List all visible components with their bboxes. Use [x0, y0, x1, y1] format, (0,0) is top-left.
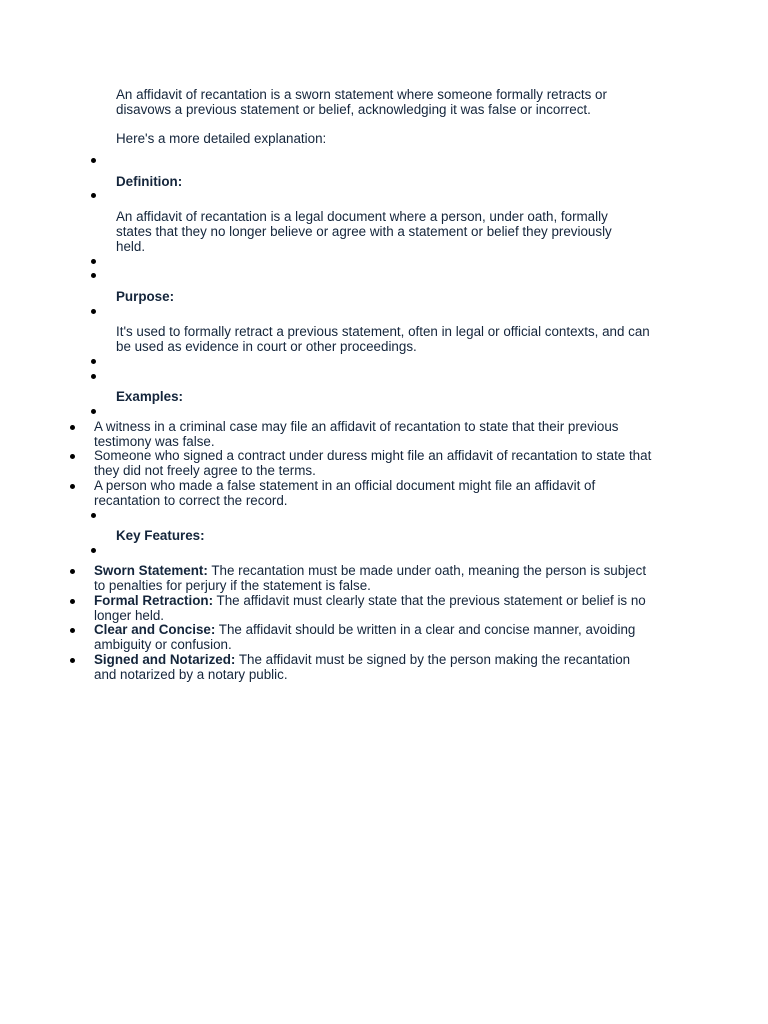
bullet-marker: [70, 484, 76, 490]
definition-text: An affidavit of recantation is a legal document where a person, under oath, formally states that they no longer believe or agree with a statement or belief they previously held.: [116, 209, 612, 254]
bullet-marker: [70, 454, 76, 460]
feature-item: [94, 593, 654, 623]
bullet-marker: [91, 273, 97, 279]
purpose-text: It's used to formally retract a previous statement, often in legal or official contexts, and can be used as evidence in court or other proceedings.: [116, 324, 650, 354]
examples-heading: Examples:: [116, 389, 183, 404]
lead-paragraph: Here's a more detailed explanation:: [116, 131, 327, 146]
bullet-marker: [91, 193, 97, 199]
feature-item: [94, 652, 654, 682]
example-item: A person who made a false statement in an official document might file an affidavit of recantation to correct the record.: [94, 478, 596, 508]
feature-text: The affidavit should be written in a clear and concise manner, avoiding ambiguity or confusion.: [94, 622, 636, 652]
bullet-marker: [70, 658, 76, 664]
feature-text: The affidavit must clearly state that the previous statement or belief is no longer held.: [94, 593, 646, 623]
feature-text: The recantation must be made under oath, meaning the person is subject to penalties for perjury if the statement is false.: [94, 563, 647, 593]
example-item: Someone who signed a contract under duress might file an affidavit of recantation to state that they did not freely agree to the terms.: [94, 448, 652, 478]
bullet-marker: [70, 599, 76, 605]
bullet-marker: [70, 628, 76, 634]
bullet-marker: [91, 158, 97, 164]
feature-item: [94, 622, 654, 652]
key-features-heading: Key Features:: [116, 528, 205, 543]
feature-label: Clear and Concise:: [94, 622, 216, 637]
bullet-marker: [91, 548, 97, 554]
bullet-marker: [91, 359, 97, 365]
bullet-marker: [91, 513, 97, 519]
definition-heading: Definition:: [116, 174, 183, 189]
feature-label: Formal Retraction:: [94, 593, 214, 608]
feature-text: The affidavit must be signed by the person making the recantation and notarized by a notary public.: [94, 652, 631, 682]
purpose-heading: Purpose:: [116, 289, 175, 304]
intro-paragraph: An affidavit of recantation is a sworn statement where someone formally retracts or disavows a previous statement or belief, acknowledging it was false or incorrect.: [116, 87, 607, 117]
bullet-marker: [91, 259, 97, 265]
feature-item: [94, 563, 654, 593]
bullet-marker: [70, 569, 76, 575]
bullet-marker: [70, 425, 76, 431]
bullet-marker: [91, 374, 97, 380]
bullet-marker: [91, 409, 97, 415]
feature-label: Signed and Notarized:: [94, 652, 236, 667]
feature-label: Sworn Statement:: [94, 563, 208, 578]
example-item: A witness in a criminal case may file an affidavit of recantation to state that their previous testimony was false.: [94, 419, 619, 449]
bullet-marker: [91, 309, 97, 315]
